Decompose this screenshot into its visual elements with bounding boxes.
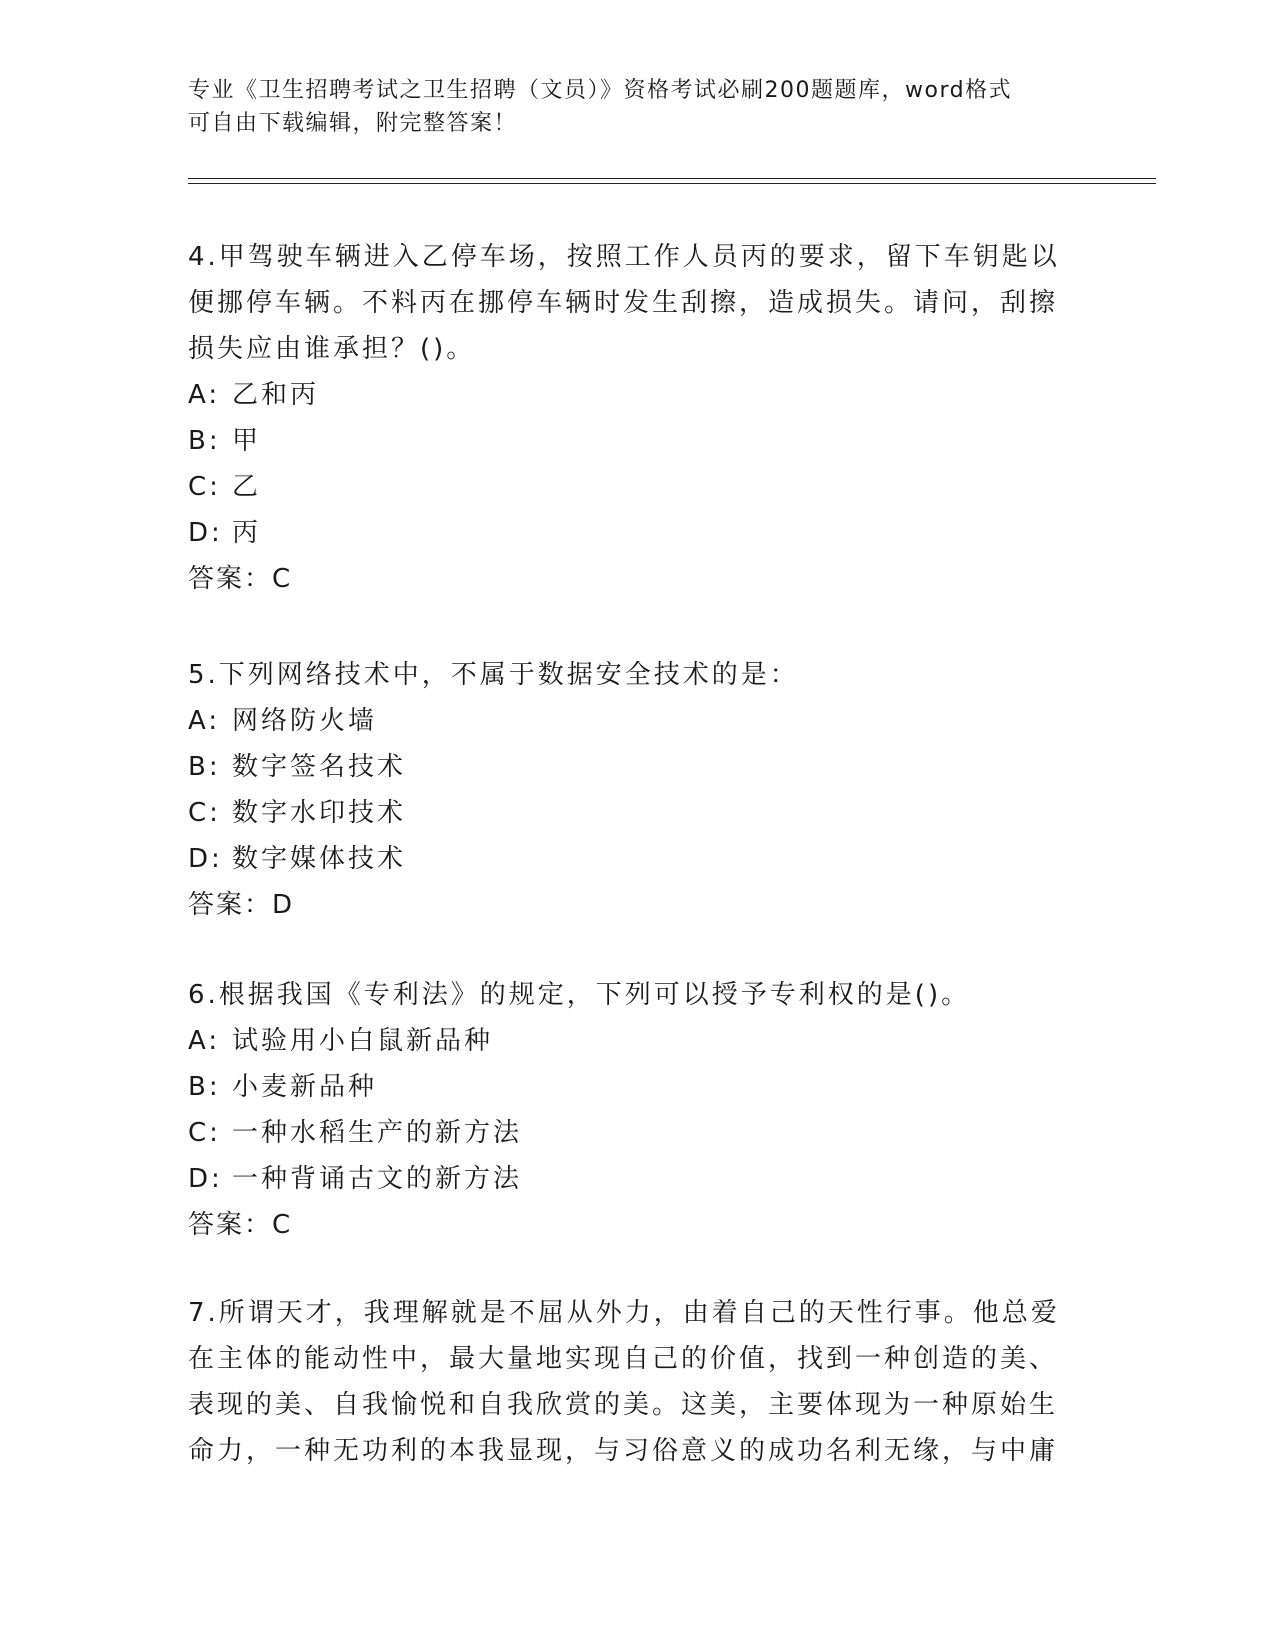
question-7	[188, 1290, 1068, 1474]
option-letter: A:	[188, 380, 221, 410]
option-d	[188, 510, 1068, 556]
option-text: 丙	[232, 518, 262, 548]
option-letter: D:	[188, 844, 223, 874]
option-text: 一种水稻生产的新方法	[232, 1118, 523, 1148]
answer-line: 答案：D	[188, 890, 295, 920]
option-text: 一种背诵古文的新方法	[232, 1164, 523, 1194]
option-d	[188, 836, 1068, 882]
option-text: 试验用小白鼠新品种	[232, 1026, 494, 1056]
option-a	[188, 1018, 1068, 1064]
question-stem: 4.甲驾驶车辆进入乙停车场，按照工作人员丙的要求，留下车钥匙以便挪停车辆。不料丙在挪停车辆时发生刮擦，造成损失。请问，刮擦损失应由谁承担？()。	[188, 242, 1060, 364]
option-text: 网络防火墙	[232, 706, 378, 736]
question-6	[188, 972, 1068, 1248]
question-stem: 7.所谓天才，我理解就是不屈从外力，由着自己的天性行事。他总爱在主体的能动性中，最大量地实现自己的价值，找到一种创造的美、表现的美、自我愉悦和自我欣赏的美。这美，主要体现为一种原始生命力，一种无功利的本我显现，与习俗意义的成功名利无缘，与中庸	[188, 1298, 1060, 1466]
option-letter: A:	[188, 706, 221, 736]
option-b	[188, 1064, 1068, 1110]
option-text: 小麦新品种	[232, 1072, 378, 1102]
header-divider-top	[188, 178, 1156, 179]
option-letter: B:	[188, 752, 221, 782]
option-letter: D:	[188, 518, 223, 548]
header-divider-bottom	[188, 183, 1156, 184]
option-c	[188, 1110, 1068, 1156]
option-text: 数字媒体技术	[232, 844, 407, 874]
header-line-1: 专业《卫生招聘考试之卫生招聘（文员）》资格考试必刷200题题库，word格式	[188, 78, 1013, 103]
question-stem: 6.根据我国《专利法》的规定，下列可以授予专利权的是()。	[188, 980, 971, 1010]
option-letter: C:	[188, 798, 221, 828]
option-b	[188, 744, 1068, 790]
answer-line: 答案：C	[188, 564, 293, 594]
option-letter: C:	[188, 472, 221, 502]
option-letter: B:	[188, 1072, 221, 1102]
header-line-2: 可自由下载编辑，附完整答案！	[188, 111, 518, 136]
option-a	[188, 372, 1068, 418]
option-text: 数字水印技术	[232, 798, 407, 828]
option-text: 甲	[232, 426, 262, 456]
question-5	[188, 652, 1068, 928]
option-c	[188, 464, 1068, 510]
option-letter: A:	[188, 1026, 221, 1056]
option-letter: B:	[188, 426, 221, 456]
option-letter: C:	[188, 1118, 221, 1148]
option-letter: D:	[188, 1164, 223, 1194]
option-text: 数字签名技术	[232, 752, 407, 782]
option-a	[188, 698, 1068, 744]
option-b	[188, 418, 1068, 464]
question-stem: 5.下列网络技术中，不属于数据安全技术的是：	[188, 660, 799, 690]
answer-line: 答案：C	[188, 1210, 293, 1240]
option-c	[188, 790, 1068, 836]
question-4	[188, 234, 1068, 602]
document-header	[188, 74, 1068, 140]
option-text: 乙	[232, 472, 262, 502]
option-text: 乙和丙	[232, 380, 320, 410]
option-d	[188, 1156, 1068, 1202]
